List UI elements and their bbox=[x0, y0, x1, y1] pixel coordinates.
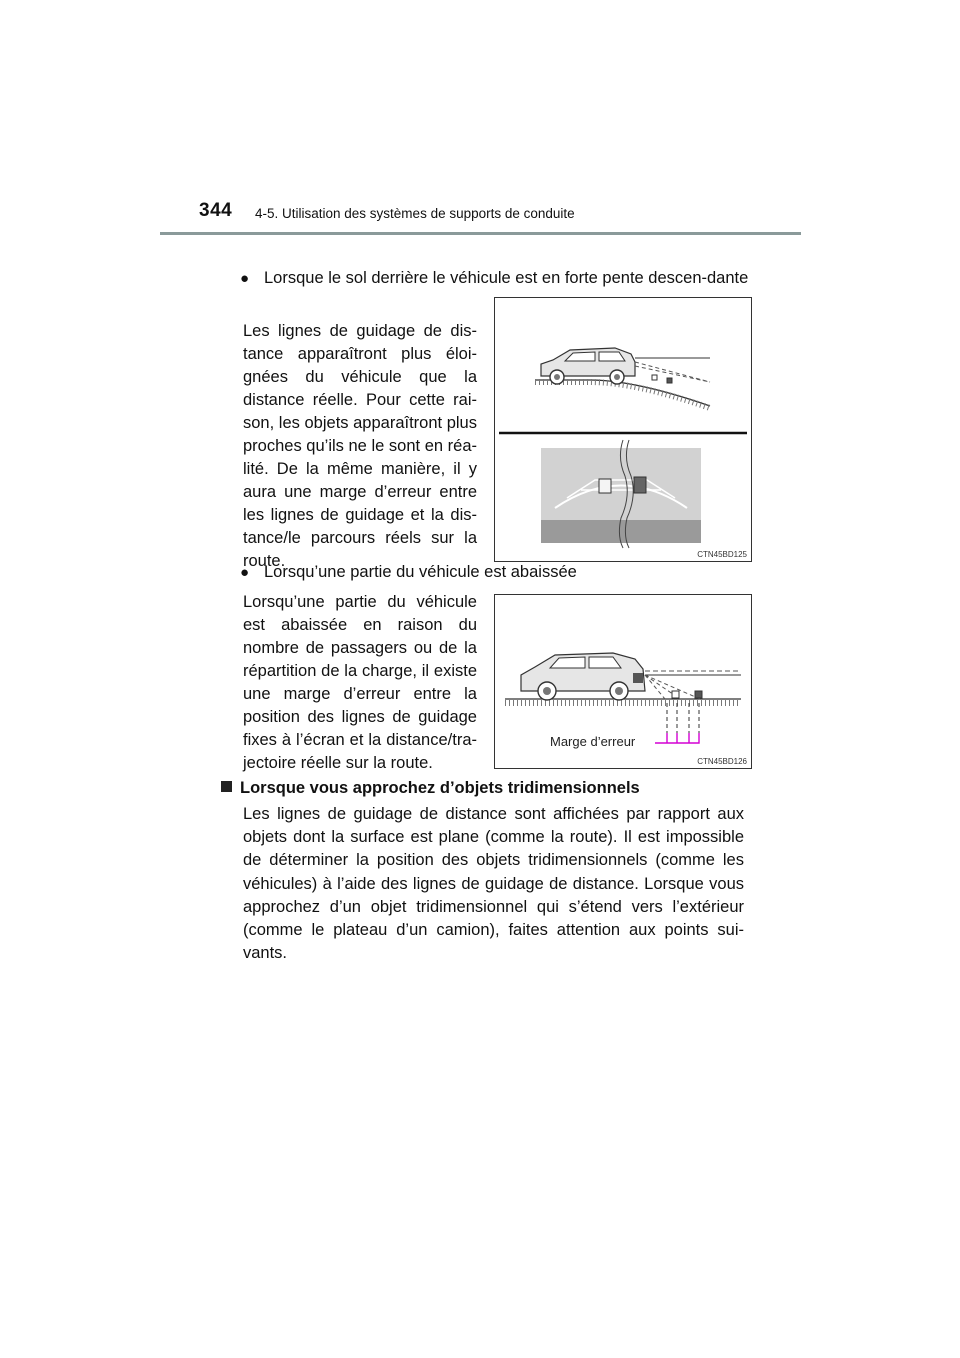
header-rule bbox=[160, 232, 801, 235]
bullet-text: Lorsqu’une partie du véhicule est abaissée bbox=[264, 563, 577, 581]
page-number: 344 bbox=[199, 200, 233, 221]
section-heading-text: Lorsque vous approchez d’objets tridimensionnels bbox=[240, 779, 640, 797]
figure-code: CTN45BD125 bbox=[697, 550, 747, 559]
bullet-description-lowered: Lorsqu’une partie du véhicule est abaissée en raison du nombre de passagers ou de la répartition de la charge, il existe une marge d’erreur entre la position des lignes de guidage fixes à l’écran et la distance/tra-jectoire réelle sur la route. bbox=[243, 593, 477, 772]
bullet-description-slope: Les lignes de guidage de dis-tance apparaîtront plus éloi-gnées du véhicule que la distance réelle. Pour cette rai-son, les objets apparaîtront plus proches qu’ils ne le sont en réa-lité. De la même manière, il y aura une marge d’erreur entre les lignes de guidage et la dis-tance/le parcours réels sur la route. bbox=[243, 322, 477, 570]
error-margin-label: Marge d’erreur bbox=[550, 734, 636, 749]
section-heading bbox=[221, 777, 761, 800]
bullet-icon: ● bbox=[240, 564, 250, 581]
section-body: Les lignes de guidage de distance sont affichées par rapport aux objets dont la surface est plane (comme la route). Il est impossible de déterminer la position des objets tridimensionnels (comme les véhicules) à l’aide des lignes de guidage de distance. Lorsque vous approchez d’un objet tridimensionnel qui s’étend vers l’extérieur (comme le plateau d’un camion), faites attention aux points sui-vants. bbox=[243, 805, 744, 963]
figure-lowered-vehicle bbox=[494, 594, 752, 769]
bullet-item-slope bbox=[240, 267, 750, 290]
bullet-item-lowered bbox=[240, 561, 750, 584]
section-square-icon bbox=[221, 781, 232, 792]
figure-code: CTN45BD126 bbox=[697, 757, 747, 766]
section-header-title: 4-5. Utilisation des systèmes de supports de conduite bbox=[255, 206, 575, 221]
slope-illustration bbox=[495, 298, 751, 561]
bullet-text: Lorsque le sol derrière le véhicule est en forte pente descen-dante bbox=[264, 269, 749, 287]
bullet-icon: ● bbox=[240, 270, 250, 287]
figure-slope bbox=[494, 297, 752, 562]
